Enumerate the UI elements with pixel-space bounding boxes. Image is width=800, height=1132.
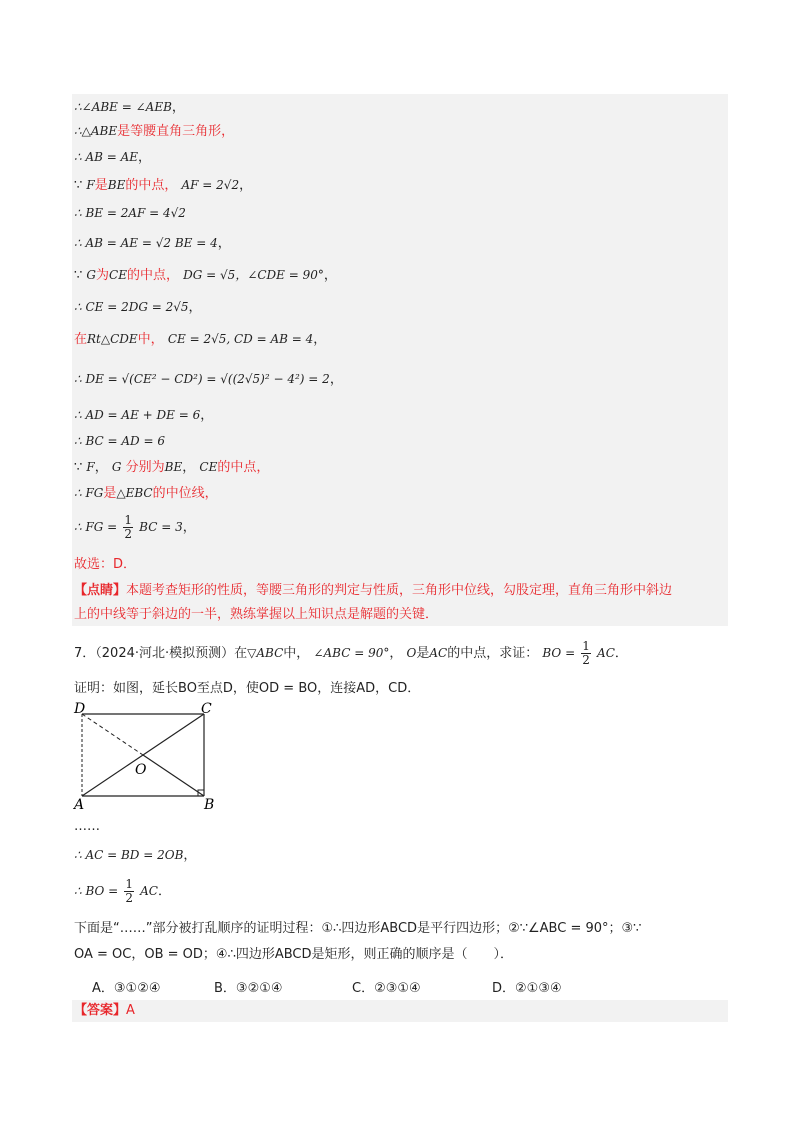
option-b[interactable]: B．③②①④ [214, 981, 283, 996]
solution-line-4: ∵ F是BE的中点， AF = 2√2， [74, 178, 253, 193]
solution-line-13: ∵ F， G 分别为BE， CE的中点， [74, 460, 270, 475]
option-a[interactable]: A．③①②④ [92, 981, 161, 996]
label-o: O [135, 762, 147, 778]
fraction-half: $\frac{1}{2}$ [582, 639, 590, 667]
scrambled-steps-line-1: 下面是“……”部分被打乱顺序的证明过程：①∴四边形ABCD是平行四边形；②∵∠ABC = 90°；③∵ [74, 921, 642, 936]
answer-line: 【答案】A [74, 1003, 135, 1018]
problem-statement: 7．（2024·河北·模拟预测）在▽ABC中， ∠ABC = 90°， O是AC的中点，求证： BO = $\frac{1}{2}$ AC． [74, 639, 628, 667]
solution-line-2: ∴△ABE是等腰直角三角形， [74, 124, 235, 139]
rectangle-figure [72, 702, 232, 812]
segment-bo [143, 755, 204, 796]
solution-line-15: ∴ FG = $\frac{1}{2}$ BC = 3， [74, 513, 196, 541]
label-d: D [74, 702, 86, 717]
solution-line-14: ∴ FG是△EBC的中位线， [74, 486, 218, 501]
label-b: B [204, 797, 215, 812]
solution-block [72, 94, 728, 626]
answer-bar [72, 1000, 728, 1022]
conclusion-1: ∴ AC = BD = 2OB， [74, 848, 197, 863]
solution-line-12: ∴ BC = AD = 6 [74, 434, 165, 448]
solution-line-3: ∴ AB = AE， [74, 150, 152, 165]
solution-line-9: 在Rt△CDE中， CE = 2√5, CD = AB = 4， [74, 332, 327, 347]
label-c: C [201, 702, 212, 717]
solution-choice: 故选：D． [74, 557, 137, 572]
review-line-2: 上的中线等于斜边的一半，熟练掌握以上知识点是解题的关键． [74, 607, 439, 622]
proof-intro: 证明：如图，延长BO至点D，使OD = BO，连接AD，CD． [74, 681, 421, 696]
scrambled-steps-line-2: OA = OC，OB = OD；④∴四边形ABCD是矩形，则正确的顺序是（ ）． [74, 947, 514, 962]
label-a: A [74, 797, 85, 812]
solution-line-1: ∴∠ABE = ∠AEB， [74, 100, 185, 115]
solution-line-8: ∴ CE = 2DG = 2√5， [74, 300, 202, 315]
option-d[interactable]: D．②①③④ [492, 981, 562, 996]
solution-line-11: ∴ AD = AE + DE = 6， [74, 408, 214, 423]
conclusion-2: ∴ BO = $\frac{1}{2}$ AC． [74, 877, 171, 905]
option-c[interactable]: C．②③①④ [352, 981, 421, 996]
solution-line-7: ∵ G为CE的中点， DG = √5，∠CDE = 90°， [74, 268, 337, 283]
fraction-half: $\frac{1}{2}$ [125, 877, 133, 905]
fraction-half: $\frac{1}{2}$ [124, 513, 133, 541]
review-line-1: 【点睛】本题考查矩形的性质，等腰三角形的判定与性质，三角形中位线，勾股定理，直角三角形中斜边 [74, 583, 673, 598]
solution-line-6: ∴ AB = AE = √2 BE = 4， [74, 236, 231, 251]
solution-line-5: ∴ BE = 2AF = 4√2 [74, 206, 186, 220]
proof-ellipsis: …… [74, 819, 100, 834]
solution-line-10: ∴ DE = √(CE² − CD²) = √((2√5)² − 4²) = 2， [74, 372, 343, 387]
segment-od-dashed [82, 714, 143, 755]
